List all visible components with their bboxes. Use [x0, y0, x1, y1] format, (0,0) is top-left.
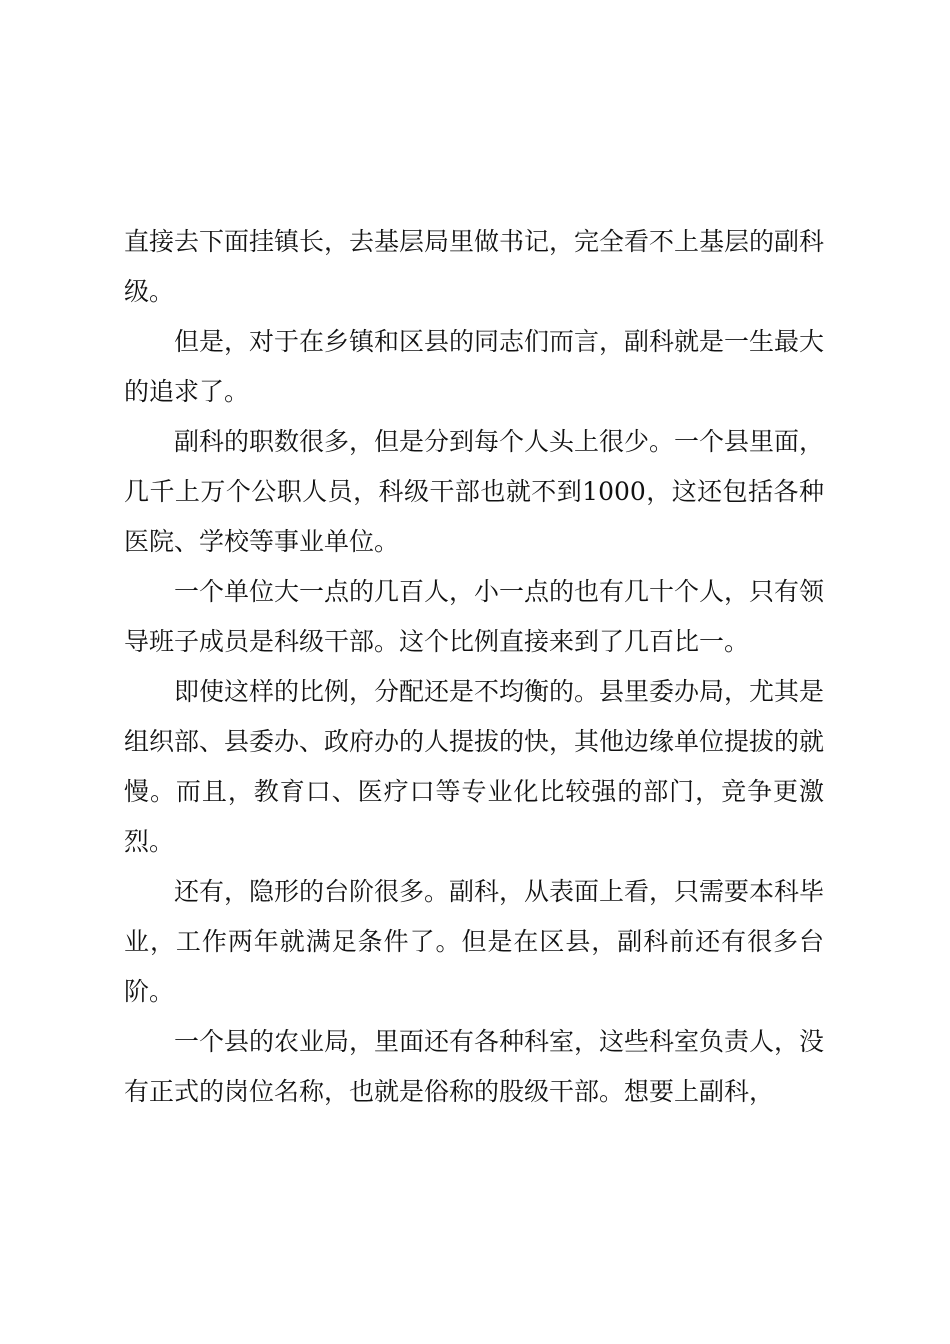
paragraph: 副科的职数很多，但是分到每个人头上很少。一个县里面，几千上万个公职人员，科级干部也就不到1000，这还包括各种医院、学校等事业单位。	[124, 427, 825, 556]
paragraph: 还有，隐形的台阶很多。副科，从表面上看，只需要本科毕业，工作两年就满足条件了。但是在区县，副科前还有很多台阶。	[124, 877, 825, 1006]
paragraph: 一个单位大一点的几百人，小一点的也有几十个人，只有领导班子成员是科级干部。这个比例直接来到了几百比一。	[124, 577, 825, 656]
paragraph: 直接去下面挂镇长，去基层局里做书记，完全看不上基层的副科级。	[124, 227, 825, 306]
paragraph: 一个县的农业局，里面还有各种科室，这些科室负责人，没有正式的岗位名称，也就是俗称的股级干部。想要上副科，	[124, 1027, 825, 1106]
document-body	[124, 217, 824, 1117]
paragraph: 即使这样的比例，分配还是不均衡的。县里委办局，尤其是组织部、县委办、政府办的人提拔的快，其他边缘单位提拔的就慢。而且，教育口、医疗口等专业化比较强的部门，竞争更激烈。	[124, 677, 825, 856]
paragraph: 但是，对于在乡镇和区县的同志们而言，副科就是一生最大的追求了。	[124, 327, 825, 406]
